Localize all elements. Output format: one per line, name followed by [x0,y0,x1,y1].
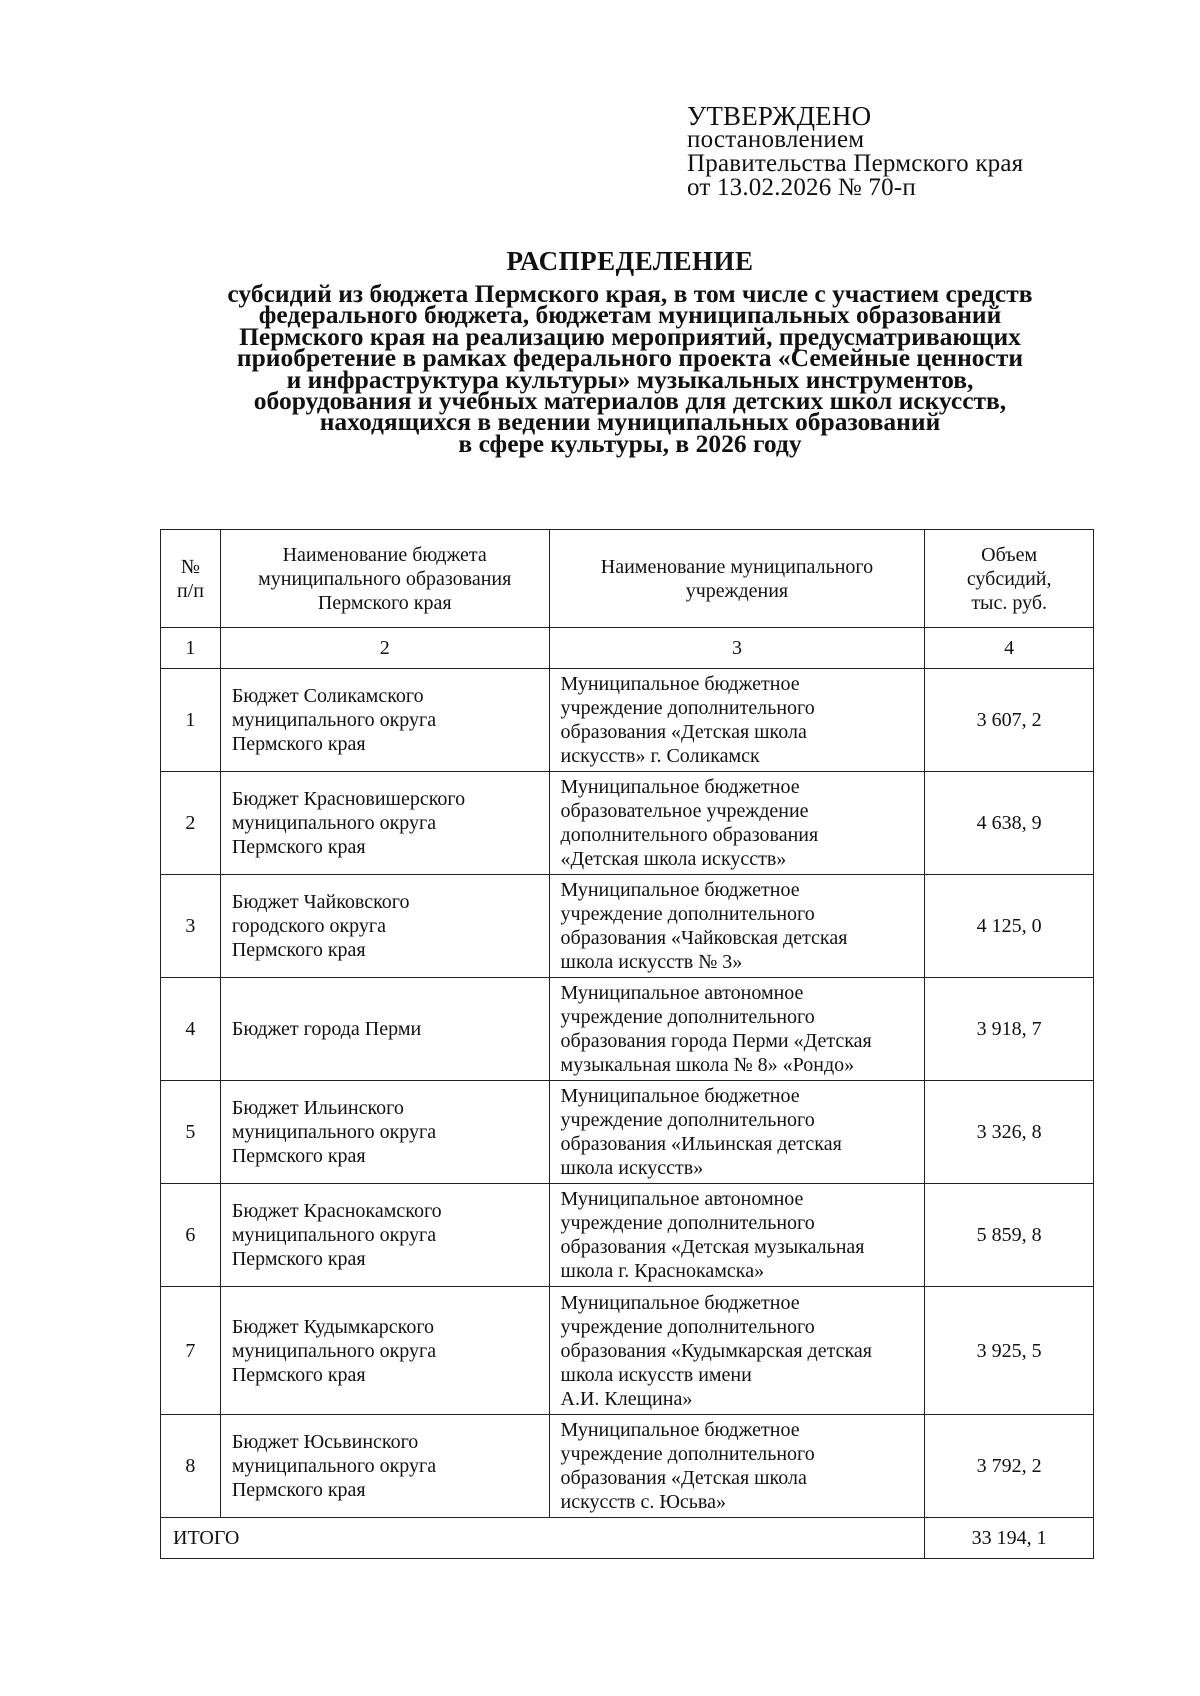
budget-name [220,1081,549,1184]
cell-line: школа г. Краснокамска» [560,1260,765,1282]
cell-line: Пермского края [231,1479,366,1501]
cell-line: тыс. руб. [971,591,1048,614]
distribution-table [160,529,1094,1559]
total-label: ИТОГО [161,1518,925,1559]
institution-name [549,1287,925,1415]
budget-name [220,1415,549,1518]
table-row [161,1081,1094,1184]
institution-name [549,875,925,978]
cell-line: Муниципальное бюджетное [560,1085,800,1107]
subtitle-line: федерального бюджета, бюджетам муниципальных образований [258,300,1002,330]
row-number: 6 [161,1184,221,1287]
document-title: РАСПРЕДЕЛЕНИЕ [506,246,754,276]
row-number: 2 [161,772,221,875]
cell-line: Бюджет города Перми [231,1018,422,1040]
cell-line: п/п [176,579,204,602]
approval-heading: УТВЕРЖДЕНО [687,101,872,131]
cell-line: субсидий, [966,567,1052,590]
subsidy-amount: 3 792, 2 [925,1415,1094,1518]
cell-line: «Детская школа искусств» [560,848,787,870]
cell-line: Муниципальное бюджетное [560,673,800,695]
header-cell-number [161,530,221,628]
cell-line: Муниципальное бюджетное [560,1419,800,1441]
cell-line: № [180,555,200,578]
cell-line: учреждение дополнительного [560,1006,815,1028]
cell-line: Бюджет Краснокамского [231,1200,442,1222]
table-row [161,772,1094,875]
cell-line: Наименование бюджета [282,543,487,566]
cell-line: учреждение дополнительного [560,1109,815,1131]
cell-line: искусств» г. Соликамск [560,745,760,767]
cell-line: образования «Кудымкарская детская [560,1339,872,1362]
subsidy-amount: 5 859, 8 [925,1184,1094,1287]
cell-line: музыкальная школа № 8» «Рондо» [560,1054,855,1076]
cell-line: Бюджет Красновишерского [231,788,466,810]
cell-line: Бюджет Соликамского [231,685,424,707]
subsidy-amount: 4 638, 9 [925,772,1094,875]
approval-stamp [687,101,1107,201]
cell-line: Пермского края [231,939,366,961]
cell-line: Объем [981,543,1038,566]
header-cell-institution [549,530,925,628]
row-number: 3 [161,875,221,978]
cell-line: Пермского края [317,591,452,614]
cell-line: городского округа [231,915,386,937]
institution-name [549,669,925,772]
budget-name [220,1184,549,1287]
row-number: 8 [161,1415,221,1518]
cell-line: школа искусств» [560,1157,704,1179]
table-row [161,978,1094,1081]
cell-line: муниципального округа [231,1339,437,1362]
cell-line: Бюджет Ильинского [231,1097,404,1119]
cell-line: учреждение дополнительного [560,903,815,925]
cell-line: муниципального округа [231,812,437,834]
cell-line: школа искусств № 3» [560,951,743,973]
cell-line: Пермского края [231,733,366,755]
cell-line: Муниципальное автономное [560,1188,804,1210]
cell-line: Пермского края [231,1363,366,1386]
subsidy-amount: 4 125, 0 [925,875,1094,978]
document-subtitle [150,279,1110,458]
institution-name [549,978,925,1081]
cell-line: Пермского края [231,836,366,858]
table-row [161,875,1094,978]
subsidy-amount: 3 607, 2 [925,669,1094,772]
cell-line: учреждение дополнительного [560,697,815,719]
budget-name [220,669,549,772]
cell-line: образования «Детская школа [560,721,807,743]
cell-line: учреждение дополнительного [560,1443,815,1465]
institution-name [549,772,925,875]
institution-name [549,1081,925,1184]
column-number: 1 [161,628,221,669]
column-number: 2 [220,628,549,669]
header-cell-amount [925,530,1094,628]
column-number: 4 [925,628,1094,669]
cell-line: муниципального образования [258,567,512,590]
subsidy-amount: 3 326, 8 [925,1081,1094,1184]
cell-line: Бюджет Юсьвинского [231,1431,419,1453]
approval-line-3: от 13.02.2026 № 70-п [687,174,916,201]
table-row [161,1287,1094,1415]
budget-name [220,1287,549,1415]
table-body [161,669,1094,1518]
approval-line-1: постановлением [687,126,865,153]
cell-line: Бюджет Чайковского [231,891,410,913]
budget-name [220,772,549,875]
cell-line: Наименование муниципального [600,555,874,578]
cell-line: муниципального округа [231,1121,437,1143]
cell-line: муниципального округа [231,1224,437,1246]
row-number: 1 [161,669,221,772]
table-row [161,1415,1094,1518]
cell-line: Пермского края [231,1145,366,1167]
table-header-row [161,530,1094,628]
cell-line: образования города Перми «Детская [560,1030,872,1052]
approval-line-2: Правительства Пермского края [687,150,1024,177]
cell-line: муниципального округа [231,1455,437,1477]
subtitle-line: оборудования и учебных материалов для детских школ искусств, [253,386,1007,416]
cell-line: образования «Детская школа [560,1467,807,1489]
cell-line: Муниципальное бюджетное [560,1291,800,1314]
cell-line: учреждение дополнительного [560,1315,815,1338]
cell-line: дополнительного образования [560,824,819,846]
budget-name [220,875,549,978]
cell-line: Пермского края [231,1248,366,1270]
cell-line: учреждение дополнительного [560,1212,815,1234]
cell-line: Муниципальное бюджетное [560,776,800,798]
subtitle-line: и инфраструктура культуры» музыкальных инструментов, [286,364,974,394]
cell-line: искусств с. Юсьва» [560,1491,726,1513]
cell-line: Бюджет Кудымкарского [231,1315,435,1338]
cell-line: А.И. Клещина» [560,1387,693,1410]
cell-line: образования «Ильинская детская [560,1133,842,1155]
subsidy-amount: 3 918, 7 [925,978,1094,1081]
cell-line: образования «Чайковская детская [560,927,848,949]
institution-name [549,1184,925,1287]
cell-line: учреждения [685,579,789,602]
total-row [161,1518,1094,1559]
cell-line: образовательное учреждение [560,800,809,822]
subtitle-line: Пермского края на реализацию мероприятий, предусматривающих [239,321,1021,351]
subtitle-line: субсидий из бюджета Пермского края, в том числе с участием средств [227,279,1033,308]
cell-line: образования «Детская музыкальная [560,1236,865,1258]
total-amount: 33 194, 1 [925,1518,1094,1559]
row-number: 4 [161,978,221,1081]
cell-line: Муниципальное автономное [560,982,804,1004]
cell-line: Муниципальное бюджетное [560,879,800,901]
column-numbers-row [161,628,1094,669]
column-number: 3 [549,628,925,669]
subsidy-amount: 3 925, 5 [925,1287,1094,1415]
budget-name [220,978,549,1081]
institution-name [549,1415,925,1518]
subtitle-line: приобретение в рамках федерального проекта «Семейные ценности [236,343,1024,373]
table-row [161,1184,1094,1287]
row-number: 7 [161,1287,221,1415]
cell-line: муниципального округа [231,709,437,731]
subtitle-line: находящихся в ведении муниципальных образований [319,407,941,437]
table-row [161,669,1094,772]
cell-line: школа искусств имени [560,1363,752,1386]
subtitle-line: в сфере культуры, в 2026 году [458,428,802,458]
header-cell-budget [220,530,549,628]
row-number: 5 [161,1081,221,1184]
